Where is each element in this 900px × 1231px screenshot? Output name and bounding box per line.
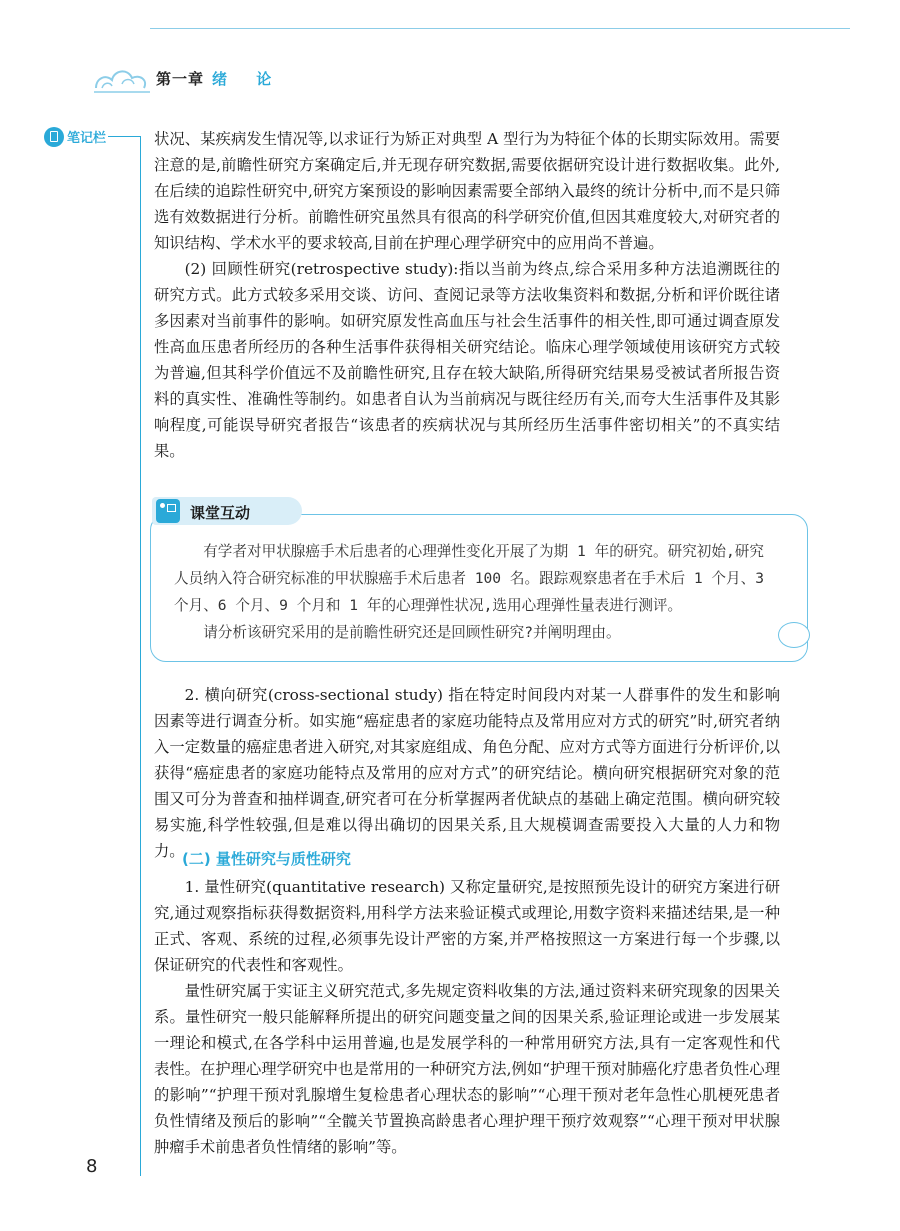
paragraph-cross-sectional: 2. 横向研究(cross-sectional study) 指在特定时间段内对某一人群事件的发生和影响因素等进行调查分析。如实施“癌症患者的家庭功能特点及常用应对方式的研究”时,研究者纳入一定数量的癌症患者进入研究,对其家庭组成、角色分配、应对方式等方面进行分析评价,以获得“癌症患者的家庭功能特点及常用的应对方式”的研究结论。横向研究根据研究对象的范围又可分为普查和抽样调查,研究者可在分析掌握两者优缺点的基础上确定范围。横向研究较易实施,科学性较强,但是难以得出确切的因果关系,且大规模调查需要投入大量的人力和物力。 <box>154 686 780 860</box>
discussion-bubble-icon <box>778 622 810 648</box>
callout-question: 请分析该研究采用的是前瞻性研究还是回顾性研究?并阐明理由。 <box>203 624 621 641</box>
teacher-board-icon <box>156 499 180 523</box>
paragraph-prospective-end: 状况、某疾病发生情况等,以求证行为矫正对典型 A 型行为为特征个体的长期实际效用。需要注意的是,前瞻性研究方案确定后,并无现存研究数据,需要依据研究设计进行数据收集。此外,在后续的追踪性研究中,研究方案预设的影响因素需要全部纳入最终的统计分析中,而不是只筛选有效数据进行分析。前瞻性研究虽然具有很高的科学研究价值,但因其难度较大,对研究者的知识结构、学术水平的要求较高,目前在护理心理学研究中的应用尚不普遍。 <box>154 130 780 252</box>
section-heading: (二) 量性研究与质性研究 <box>182 850 351 868</box>
paragraph-retrospective: (2) 回顾性研究(retrospective study):指以当前为终点,综合采用多种方法追溯既往的研究方式。此方式较多采用交谈、访问、查阅记录等方法收集资料和数据,分析和评价既往诸多因素对当前事件的影响。如研究原发性高血压与社会生活事件的相关性,即可通过调查原发性高血压患者所经历的各种生活事件获得相关研究结论。临床心理学领域使用该研究方式较为普遍,但其科学价值远不及前瞻性研究,且存在较大缺陷,所得研究结果易受被试者所报告资料的真实性、准确性等制约。如患者自认为当前病况与既往经历有关,而夸大生活事件及其影响程度,可能误导研究者报告“该患者的疾病状况与其所经历生活事件密切相关”的不真实结果。 <box>154 260 780 460</box>
notes-label: 笔记栏 <box>67 131 107 146</box>
callout-paragraph: 有学者对甲状腺癌手术后患者的心理弹性变化开展了为期 1 年的研究。研究初始,研究人员纳入符合研究标准的甲状腺癌手术后患者 100 名。跟踪观察患者在手术后 1 个月、3 个月、6 个月、9 个月和 1 年的心理弹性状况,选用心理弹性量表进行测评。 <box>174 543 764 614</box>
chapter-heading <box>156 68 283 89</box>
body-text-bottom <box>154 874 780 1160</box>
page-number: 8 <box>86 1156 98 1177</box>
paragraph-quantitative: 1. 量性研究(quantitative research) 又称定量研究,是按照预先设计的研究方案进行研究,通过观察指标获得数据资料,用科学方法来验证模式或理论,用数字资料来描述结果,是一种正式、客观、系统的过程,必须事先设计严密的方案,并严格按照这一方案进行每一个步骤,以保证研究的代表性和客观性。 <box>154 878 780 974</box>
notes-divider-vertical <box>140 136 141 1176</box>
header-rule <box>150 28 850 29</box>
callout-title: 课堂互动 <box>190 504 251 522</box>
note-pencil-icon <box>44 127 64 147</box>
notes-divider-horizontal <box>108 136 140 137</box>
chapter-title: 绪 论 <box>212 70 284 88</box>
page-header <box>92 62 852 96</box>
cloud-ornament-icon <box>92 62 152 96</box>
paragraph-quantitative-details: 量性研究属于实证主义研究范式,多先规定资料收集的方法,通过资料来研究现象的因果关系。量性研究一般只能解释所提出的研究问题变量之间的因果关系,验证理论或进一步发展某一理论和模式,在各学科中运用普遍,也是发展学科的一种常用研究方法,具有一定客观性和代表性。在护理心理学研究中也是常用的一种研究方法,例如“护理干预对肺癌化疗患者负性心理的影响”“护理干预对乳腺增生复检患者心理状态的影响”“心理干预对老年急性心肌梗死患者负性情绪及预后的影响”“全髋关节置换高龄患者心理护理干预疗效观察”“心理干预对甲状腺肿瘤手术前患者负性情绪的影响”等。 <box>154 982 780 1156</box>
notes-column-label <box>44 126 106 147</box>
body-text-middle <box>154 682 780 864</box>
callout-body <box>174 538 764 646</box>
chapter-label: 第一章 <box>156 70 205 88</box>
body-text-top <box>154 126 780 464</box>
